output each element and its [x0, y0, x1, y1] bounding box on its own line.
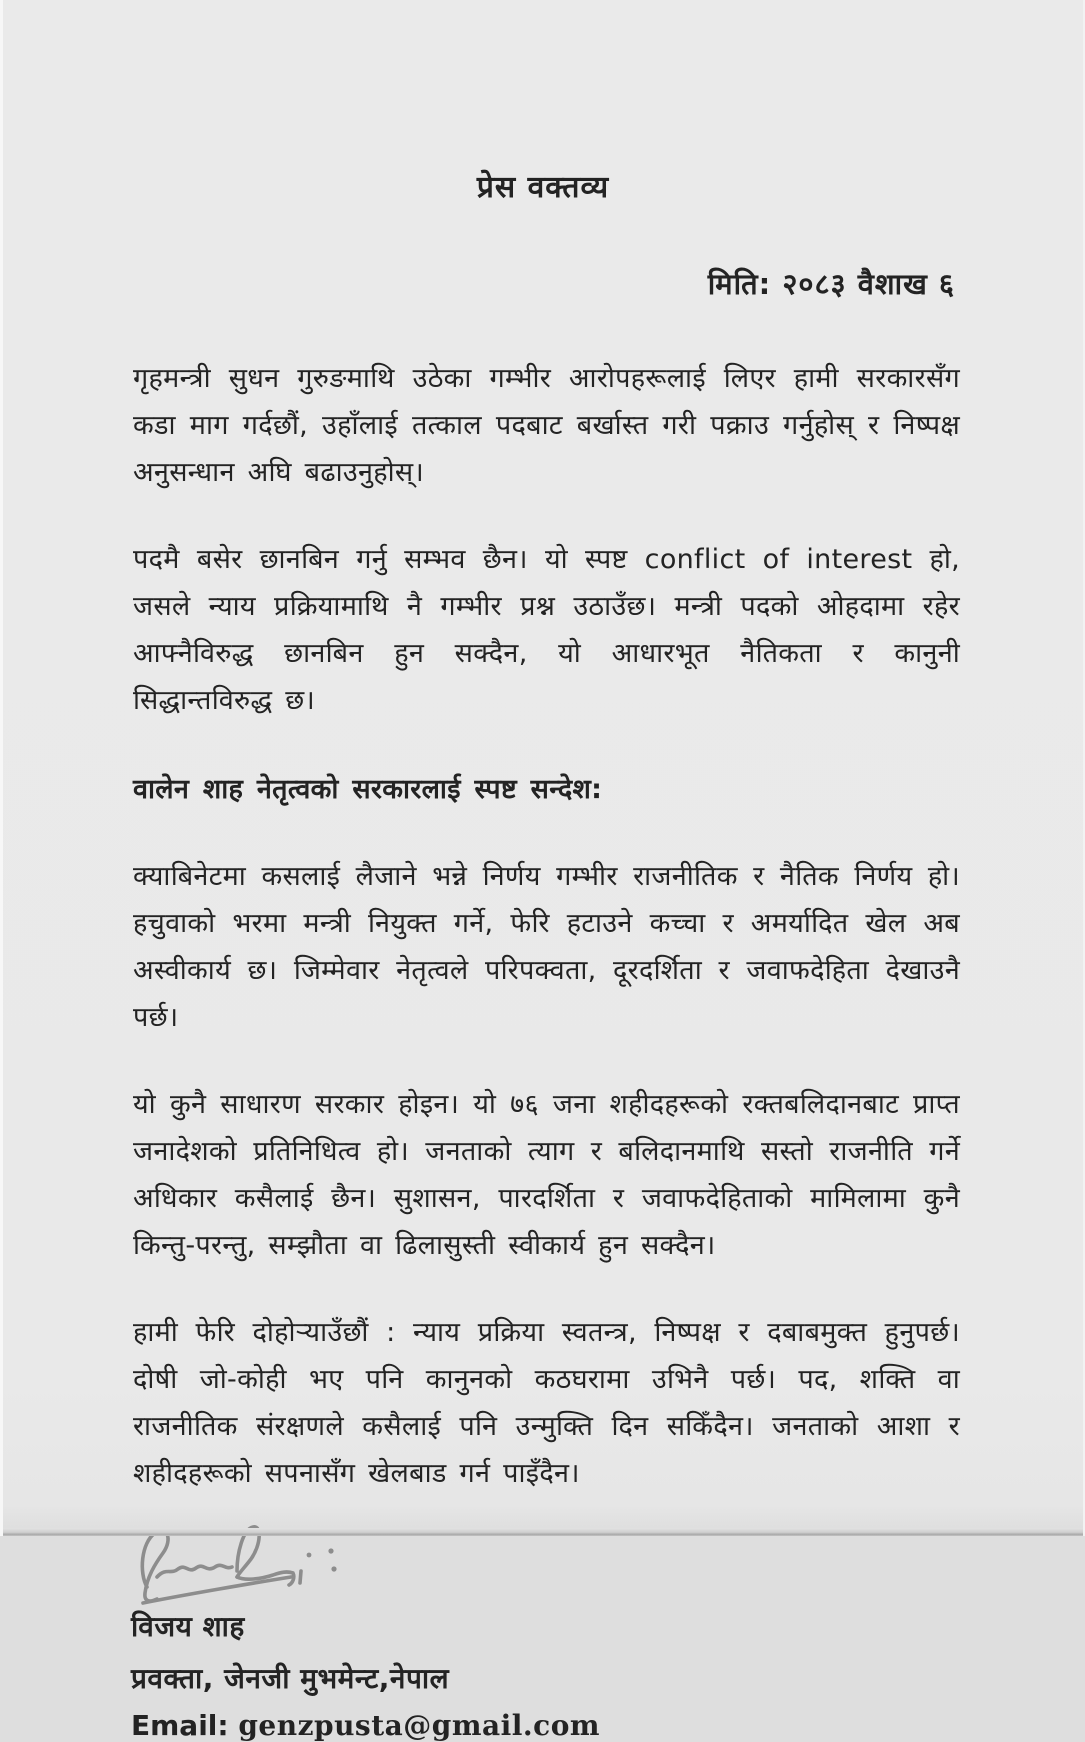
email-label: Email: — [131, 1709, 229, 1742]
paragraph-justice-reiteration: हामी फेरि दोहोऱ्याउँछौं : न्याय प्रक्रिया स्वतन्त्र, निष्पक्ष र दबाबमुक्त हुनुपर्छ। दोषी जो-कोही भए पनि कानुनको कठघरामा उभिनै पर्छ। पद, शक्ति वा राजनीतिक संरक्षणले कसैलाई पनि उन्मुक्ति दिन सकिँदैन। जनताको आशा र शहीदहरूको सपनासँग खेलबाड गर्न पाइँदैन। — [133, 1317, 960, 1489]
paragraph-conflict-of-interest: पदमै बसेर छानबिन गर्नु सम्भव छैन। यो स्पष्ट conflict of interest हो, जसले न्याय प्रक्रियामाथि नै गम्भीर प्रश्न उठाउँछ। मन्त्री पदको ओहदामा रहेर आफ्नैविरुद्ध छानबिन हुन सक्दैन, यो आधारभूत नैतिकता र कानुनी सिद्धान्तविरुद्ध छ। — [133, 544, 960, 716]
signatory-role: प्रवक्ता, जेनजी मुभमेन्ट,नेपाल — [131, 1662, 450, 1695]
document-title: प्रेस वक्तव्य — [476, 170, 610, 205]
paragraph-martyrs-mandate: यो कुनै साधारण सरकार होइन। यो ७६ जना शहीदहरूको रक्तबलिदानबाट प्राप्त जनादेशको प्रतिनिधित्व हो। जनताको त्याग र बलिदानमाथि सस्तो राजनीति गर्ने अधिकार कसैलाई छैन। सुशासन, पारदर्शिता र जवाफदेहिताको मामिलामा कुनै किन्तु-परन्तु, सम्झौता वा ढिलासुस्ती स्वीकार्य हुन सक्दैन। — [133, 1089, 960, 1261]
signature-block — [131, 1515, 1083, 1742]
page-bottom-edge — [3, 1528, 1083, 1536]
paragraph-demand: गृहमन्त्री सुधन गुरुङमाथि उठेका गम्भीर आरोपहरूलाई लिएर हामी सरकारसँग कडा माग गर्दछौं, उहाँलाई तत्काल पदबाट बर्खास्त गरी पक्राउ गर्नुहोस् र निष्पक्ष अनुसन्धान अघि बढाउनुहोस्। — [133, 363, 960, 488]
date-line: मिति: २०८३ वैशाख ६ — [707, 267, 955, 301]
paragraph-cabinet-decision: क्याबिनेटमा कसलाई लैजाने भन्ने निर्णय गम्भीर राजनीतिक र नैतिक निर्णय हो। हचुवाको भरमा मन्त्री नियुक्त गर्ने, फेरि हटाउने कच्चा र अमर्यादित खेल अब अस्वीकार्य छ। जिम्मेवार नेतृत्वले परिपक्वता, दूरदर्शिता र जवाफदेहिता देखाउनै पर्छ। — [133, 861, 960, 1033]
email-address: genzpusta@gmail.com — [238, 1709, 600, 1742]
message-heading: वालेन शाह नेतृत्वको सरकारलाई स्पष्ट सन्देश: — [133, 774, 603, 805]
signatory-name: विजय शाह — [131, 1610, 245, 1643]
signatory-email-line — [131, 1709, 1083, 1742]
document-body — [133, 355, 960, 1497]
